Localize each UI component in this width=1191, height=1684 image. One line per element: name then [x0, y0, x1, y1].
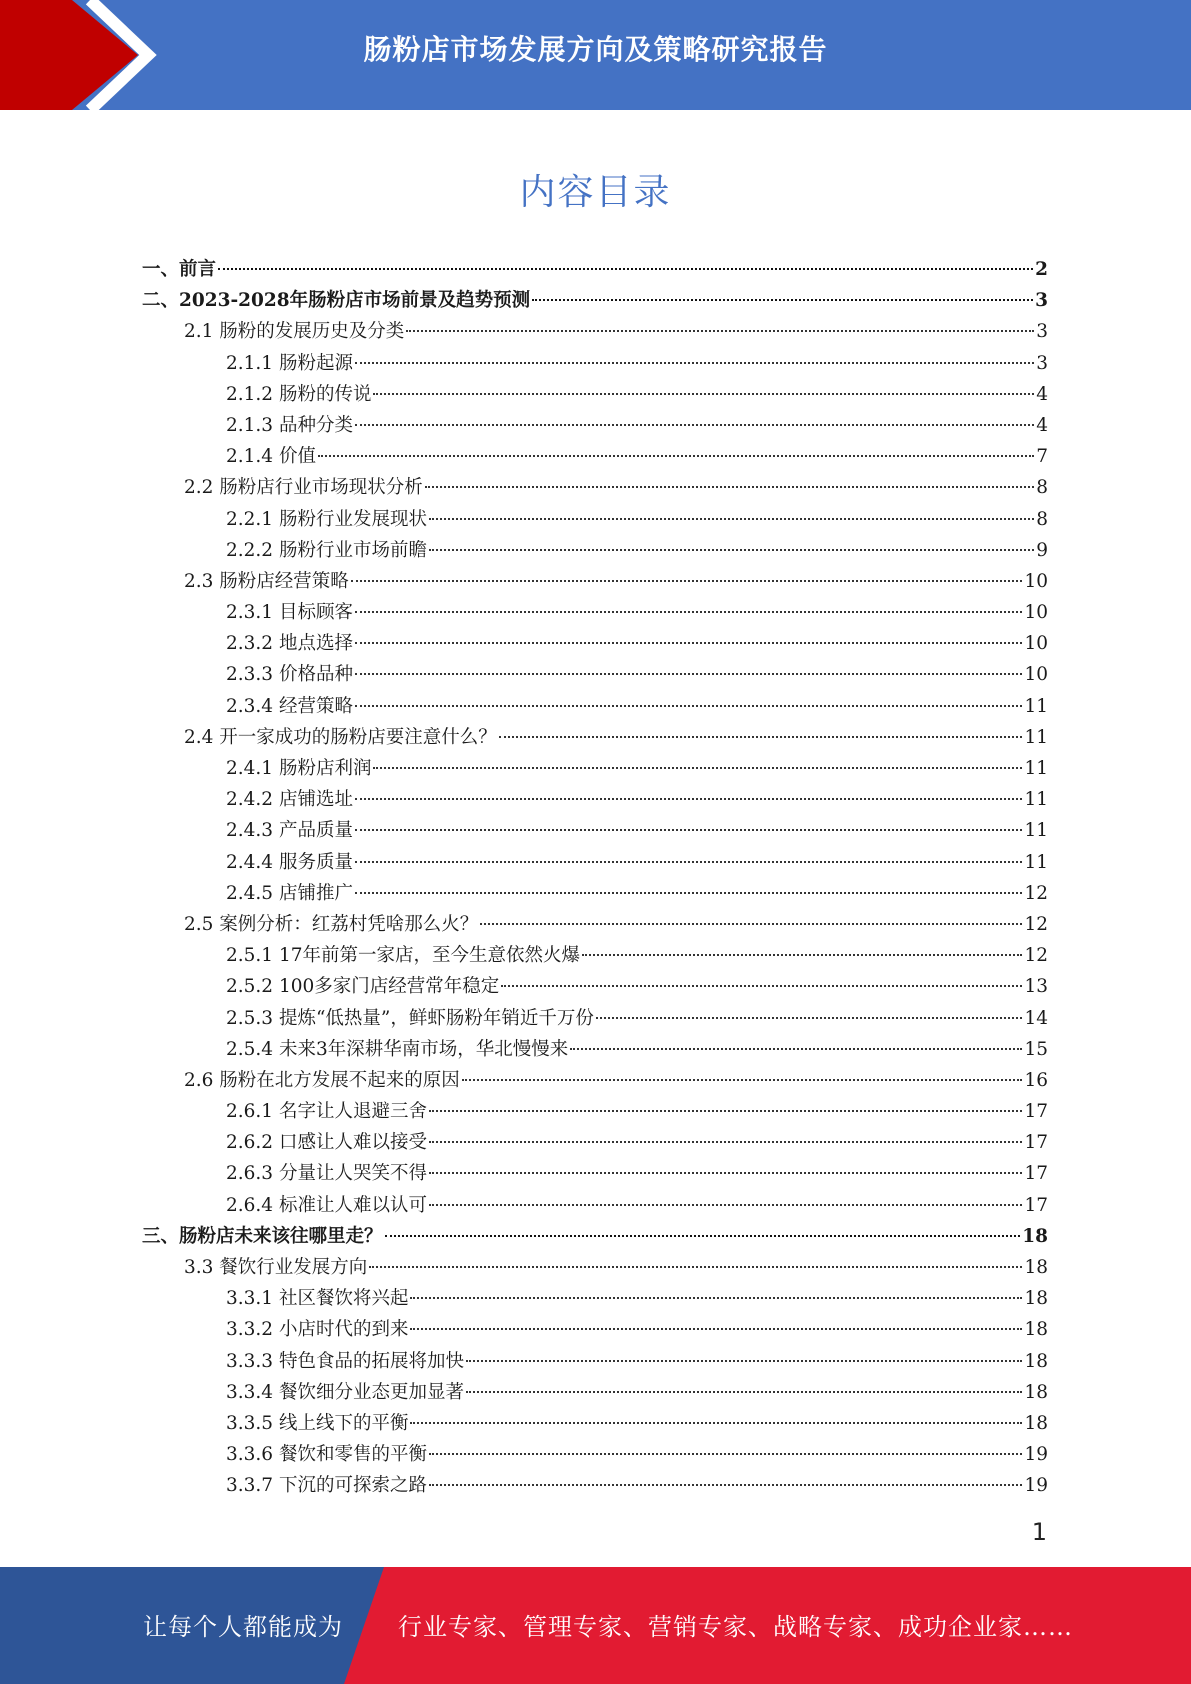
- toc-dot-leader: [318, 455, 1034, 457]
- toc-entry-page: 11: [1024, 758, 1048, 779]
- toc-entry-title: 3.3.1 社区餐饮将兴起: [226, 1288, 409, 1310]
- toc-entry-page: 16: [1024, 1069, 1048, 1091]
- toc-entry-page: 18: [1024, 1288, 1048, 1310]
- toc-dot-leader: [355, 829, 1023, 831]
- toc-dot-leader: [501, 985, 1022, 987]
- toc-entry-title: 2.3.1 目标顾客: [226, 602, 353, 624]
- toc-dot-leader: [406, 330, 1034, 332]
- toc-entry[interactable]: [142, 566, 1048, 597]
- toc-entry-title: 2.6.2 口感让人难以接受: [226, 1132, 427, 1154]
- toc-entry-page: 8: [1036, 508, 1048, 530]
- toc-entry-page: 3: [1036, 352, 1048, 374]
- toc-entry-title: 2.3 肠粉店经营策略: [184, 570, 349, 592]
- toc-entry-page: 12: [1024, 913, 1048, 935]
- toc-entry-page: 18: [1024, 1350, 1048, 1372]
- toc-entry-page: 19: [1024, 1444, 1048, 1466]
- toc-entry-page: 17: [1024, 1101, 1048, 1123]
- report-title: 肠粉店市场发展方向及策略研究报告: [363, 33, 828, 66]
- toc-entry[interactable]: [142, 1096, 1048, 1127]
- toc-entry-page: 17: [1024, 1132, 1048, 1154]
- toc-dot-leader: [429, 1110, 1022, 1112]
- toc-entry-page: 13: [1024, 976, 1048, 998]
- toc-entry-title: 2.5.1 17年前第一家店，至今生意依然火爆: [226, 945, 580, 967]
- toc-entry-title: 3.3.5 线上线下的平衡: [226, 1412, 409, 1434]
- toc-entry-title: 2.4.3 产品质量: [226, 820, 353, 842]
- toc-entry[interactable]: [142, 659, 1048, 690]
- toc-dot-leader: [355, 642, 1023, 644]
- toc-dot-leader: [466, 1391, 1022, 1393]
- toc-entry-page: 11: [1024, 726, 1048, 748]
- toc-heading: 内容目录: [519, 172, 672, 213]
- toc-entry[interactable]: [142, 1283, 1048, 1314]
- toc-entry[interactable]: [142, 1034, 1048, 1065]
- toc-entry-title: 2.4.4 服务质量: [226, 851, 353, 873]
- toc-entry[interactable]: [142, 504, 1048, 535]
- toc-entry-title: 3.3.2 小店时代的到来: [226, 1319, 409, 1341]
- toc-entry-page: 18: [1024, 1412, 1048, 1434]
- toc-entry[interactable]: [142, 1377, 1048, 1408]
- toc-entry-title: 2.5.2 100多家门店经营常年稳定: [226, 976, 500, 998]
- toc-entry[interactable]: [142, 909, 1048, 940]
- toc-entry-title: 2.5.4 未来3年深耕华南市场，华北慢慢来: [226, 1038, 569, 1060]
- toc-entry[interactable]: [142, 316, 1048, 347]
- toc-dot-leader: [355, 673, 1023, 675]
- toc-entry[interactable]: [142, 597, 1048, 628]
- toc-entry-title: 2.5.3 提炼“低热量”，鲜虾肠粉年销近千万份: [226, 1007, 594, 1029]
- toc-entry[interactable]: [142, 1346, 1048, 1377]
- toc-entry-title: 2.6 肠粉在北方发展不起来的原因: [184, 1069, 460, 1091]
- toc-entry-page: 18: [1024, 1257, 1048, 1278]
- toc-dot-leader: [462, 1079, 1023, 1081]
- toc-entry-title: 2.4.2 店铺选址: [226, 789, 353, 811]
- toc-entry-page: 18: [1024, 1381, 1048, 1403]
- toc-dot-leader: [429, 518, 1034, 520]
- toc-entry[interactable]: [142, 1158, 1048, 1189]
- toc-entry-page: 2: [1035, 259, 1048, 280]
- toc-dot-leader: [355, 892, 1023, 894]
- toc-entry-title: 3.3.6 餐饮和零售的平衡: [226, 1444, 427, 1466]
- toc-entry-title: 2.3.2 地点选择: [226, 633, 353, 655]
- toc-entry-title: 2.1.4 价值: [226, 446, 316, 468]
- toc-dot-leader: [582, 954, 1022, 956]
- toc-entry-page: 11: [1024, 695, 1048, 717]
- toc-entry-title: 2.2.1 肠粉行业发展现状: [226, 508, 427, 530]
- toc-dot-leader: [355, 424, 1034, 426]
- toc-dot-leader: [466, 1360, 1022, 1362]
- toc-entry[interactable]: [142, 379, 1048, 410]
- toc-dot-leader: [429, 1172, 1022, 1174]
- toc-dot-leader: [218, 268, 1033, 270]
- toc-entry[interactable]: [142, 535, 1048, 566]
- toc-entry-title: 2.4.5 店铺推广: [226, 882, 353, 904]
- toc-entry[interactable]: [142, 472, 1048, 503]
- toc-dot-leader: [351, 580, 1023, 582]
- toc-dot-leader: [373, 393, 1034, 395]
- toc-dot-leader: [429, 1453, 1022, 1455]
- toc-entry[interactable]: [142, 410, 1048, 441]
- toc-entry-page: 7: [1036, 446, 1048, 468]
- toc-entry-title: 2.6.1 名字让人退避三舍: [226, 1101, 427, 1123]
- toc-entry[interactable]: [142, 1408, 1048, 1439]
- toc-entry[interactable]: [142, 1470, 1048, 1501]
- toc-entry[interactable]: [142, 441, 1048, 472]
- toc-entry-title: 2.2 肠粉店行业市场现状分析: [184, 477, 423, 499]
- toc-entry[interactable]: [142, 847, 1048, 878]
- toc-entry[interactable]: [142, 691, 1048, 722]
- toc-entry-page: 18: [1024, 1319, 1048, 1341]
- toc-entry-page: 4: [1036, 383, 1048, 405]
- toc-entry-title: 2.4.1 肠粉店利润: [226, 758, 372, 779]
- toc-entry-page: 10: [1024, 570, 1048, 592]
- toc-entry-title: 一、前言: [142, 259, 217, 280]
- footer-slogan-left: 让每个人都能成为: [143, 1613, 343, 1641]
- toc-entry-page: 3: [1035, 290, 1048, 312]
- toc-entry-page: 4: [1036, 414, 1048, 436]
- toc-entry-title: 2.6.4 标准让人难以认可: [226, 1194, 427, 1216]
- toc-entry[interactable]: [142, 628, 1048, 659]
- toc-entry-title: 2.3.4 经营策略: [226, 695, 353, 717]
- toc-entry[interactable]: [142, 1314, 1048, 1345]
- toc-dot-leader: [596, 1017, 1023, 1019]
- toc-entry-title: 3.3.3 特色食品的拓展将加快: [226, 1350, 464, 1372]
- toc-dot-leader: [410, 1328, 1022, 1330]
- toc-dot-leader: [355, 798, 1023, 800]
- header-band: [0, 0, 1191, 110]
- toc-entry-title: 3.3.4 餐饮细分业态更加显著: [226, 1381, 464, 1403]
- toc-entry[interactable]: [142, 1003, 1048, 1034]
- toc-entry-page: 18: [1022, 1225, 1048, 1247]
- toc-dot-leader: [429, 1204, 1022, 1206]
- toc-entry-page: 14: [1024, 1007, 1048, 1029]
- toc-entry-page: 8: [1036, 477, 1048, 499]
- toc-dot-leader: [369, 1266, 1022, 1268]
- toc-entry[interactable]: [142, 940, 1048, 971]
- toc-entry-page: 11: [1024, 851, 1048, 873]
- toc-entry[interactable]: [142, 254, 1048, 285]
- toc-entry[interactable]: [142, 1190, 1048, 1221]
- toc-entry[interactable]: [142, 815, 1048, 846]
- toc-entry[interactable]: [142, 784, 1048, 815]
- toc-entry-title: 2.5 案例分析：红荔村凭啥那么火？: [184, 913, 479, 935]
- page-number: 1: [1031, 1518, 1047, 1546]
- toc-dot-leader: [532, 299, 1033, 301]
- toc-dot-leader: [410, 1422, 1022, 1424]
- toc-entry-title: 2.1.1 肠粉起源: [226, 352, 353, 374]
- toc-dot-leader: [425, 486, 1034, 488]
- toc-entry-title: 2.1.2 肠粉的传说: [226, 383, 372, 405]
- toc-entry[interactable]: [142, 722, 1048, 753]
- toc-entry-page: 17: [1024, 1194, 1048, 1216]
- toc-entry-page: 19: [1024, 1475, 1048, 1497]
- toc-entry-page: 15: [1024, 1038, 1048, 1060]
- toc-dot-leader: [499, 736, 1023, 738]
- toc-entry-title: 3.3 餐饮行业发展方向: [184, 1257, 368, 1278]
- toc-entry-title: 3.3.7 下沉的可探索之路: [226, 1475, 427, 1497]
- toc-entry-page: 10: [1024, 602, 1048, 624]
- toc-entry[interactable]: [142, 1065, 1048, 1096]
- toc-entry-page: 3: [1036, 321, 1048, 343]
- toc-dot-leader: [410, 1297, 1022, 1299]
- toc-entry[interactable]: [142, 878, 1048, 909]
- toc-entry-page: 9: [1036, 539, 1048, 561]
- toc-entry-page: 10: [1024, 633, 1048, 655]
- toc-entry[interactable]: [142, 1439, 1048, 1470]
- toc-entry[interactable]: [142, 1127, 1048, 1158]
- toc-entry-page: 11: [1024, 820, 1048, 842]
- toc-entry-page: 12: [1024, 882, 1048, 904]
- toc-dot-leader: [355, 705, 1023, 707]
- toc-dot-leader: [355, 362, 1034, 364]
- toc-dot-leader: [373, 767, 1022, 769]
- toc-entry-page: 11: [1024, 789, 1048, 811]
- toc-entry[interactable]: [142, 348, 1048, 379]
- toc-entry-title: 二、2023-2028年肠粉店市场前景及趋势预测: [142, 290, 531, 312]
- toc-entry-title: 2.2.2 肠粉行业市场前瞻: [226, 539, 427, 561]
- footer-band: [0, 1567, 1191, 1684]
- toc-entry-page: 17: [1024, 1163, 1048, 1185]
- toc-dot-leader: [429, 1141, 1022, 1143]
- toc-dot-leader: [429, 1484, 1022, 1486]
- toc-dot-leader: [480, 923, 1022, 925]
- toc-dot-leader: [570, 1048, 1022, 1050]
- toc-entry-title: 2.1.3 品种分类: [226, 414, 353, 436]
- toc-dot-leader: [429, 549, 1034, 551]
- toc-entry-title: 2.6.3 分量让人哭笑不得: [226, 1163, 427, 1185]
- toc-entry-page: 10: [1024, 664, 1048, 686]
- toc-entry[interactable]: [142, 1221, 1048, 1252]
- toc-entry-title: 2.4 开一家成功的肠粉店要注意什么？: [184, 726, 497, 748]
- toc-entry-title: 2.1 肠粉的发展历史及分类: [184, 321, 405, 343]
- toc-entry-page: 12: [1024, 945, 1048, 967]
- toc-dot-leader: [355, 611, 1023, 613]
- toc-entry[interactable]: [142, 971, 1048, 1002]
- toc-dot-leader: [385, 1235, 1021, 1237]
- footer-slogan-right: 行业专家、管理专家、营销专家、战略专家、成功企业家……: [398, 1613, 1073, 1641]
- toc-entry[interactable]: [142, 285, 1048, 316]
- toc-entry-title: 2.3.3 价格品种: [226, 664, 353, 686]
- toc-entry-title: 三、肠粉店未来该往哪里走？: [142, 1225, 383, 1247]
- toc-entry[interactable]: [142, 1252, 1048, 1283]
- toc-entry[interactable]: [142, 753, 1048, 784]
- table-of-contents: [142, 254, 1048, 1502]
- toc-dot-leader: [355, 861, 1023, 863]
